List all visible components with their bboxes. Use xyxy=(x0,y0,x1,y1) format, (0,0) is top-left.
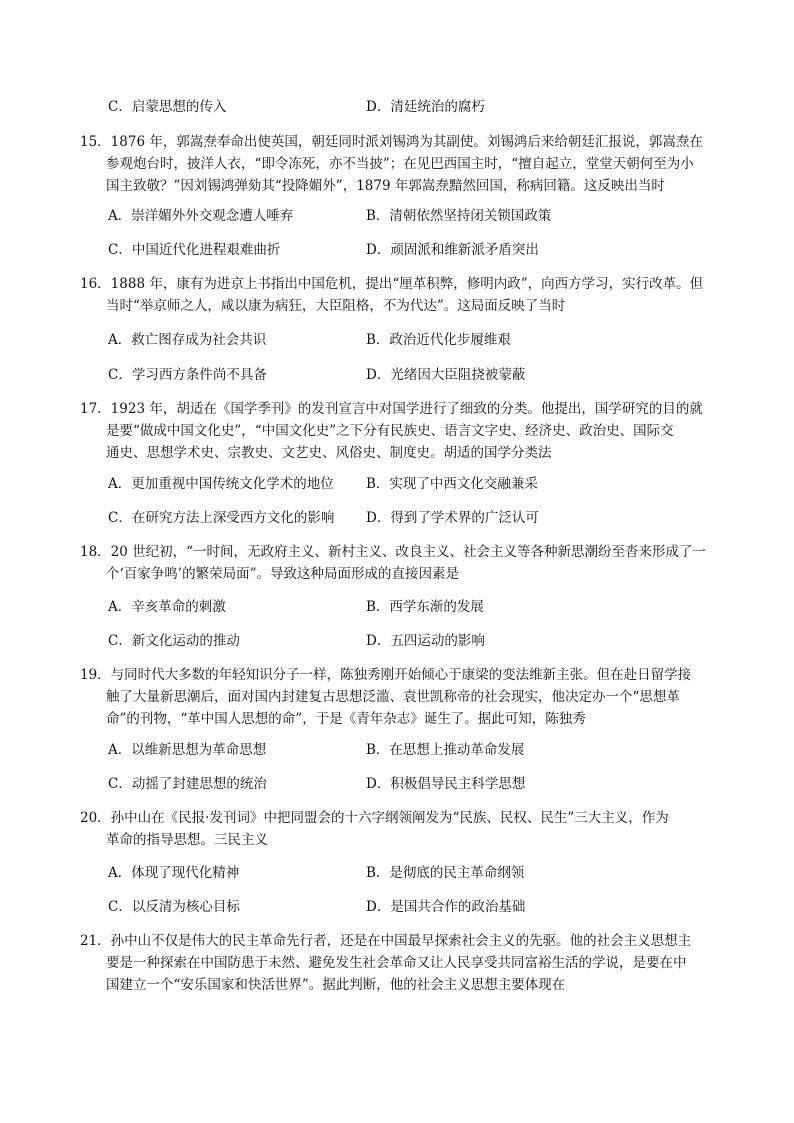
options-row xyxy=(108,205,748,227)
question-17 xyxy=(80,398,722,464)
option-d: D．得到了学术界的广泛认可 xyxy=(366,510,539,526)
option-c: C．动摇了封建思想的统治 xyxy=(108,776,267,792)
question-18 xyxy=(80,541,722,585)
option-d: D．积极倡导民主科学思想 xyxy=(366,776,526,792)
question-line: 革命的指导思想。三民主义 xyxy=(106,832,268,848)
options-row xyxy=(108,239,748,261)
question-line: 17．1923 年，胡适在《国学季刊》的发刊宣言中对国学进行了细致的分类。他提出，国学研究的目的就 xyxy=(80,401,703,417)
option-a: A．更加重视中国传统文化学术的地位 xyxy=(108,476,334,492)
option-d: D．顽固派和维新派矛盾突出 xyxy=(366,242,539,258)
option-b: B．在思想上推动革命发展 xyxy=(366,742,525,758)
question-line: 是要“做成中国文化史”，“中国文化史”之下分有民族史、语言文字史、经济史、政治史、国际交 xyxy=(106,423,674,439)
options-row xyxy=(108,96,748,118)
question-line: 当时“举京师之人，咸以康为病狂，大臣阻格，不为代达”。这局面反映了当时 xyxy=(106,298,566,314)
option-a: A．崇洋媚外外交观念遭人唾弃 xyxy=(108,208,294,224)
question-line: 15．1876 年，郭嵩焘奉命出使英国，朝廷同时派刘锡鸿为其副使。刘锡鸿后来给朝廷汇报说，郭嵩焘在 xyxy=(80,134,703,150)
question-line: 国建立一个“安乐国家和快活世界”。据此判断，他的社会主义思想主要体现在 xyxy=(106,977,566,993)
options-row xyxy=(108,473,748,495)
option-c: C．在研究方法上深受西方文化的影响 xyxy=(108,510,335,526)
option-d: D．是国共合作的政治基础 xyxy=(366,899,526,915)
option-d: D．清廷统治的腐朽 xyxy=(366,99,485,115)
question-line: 要是一种探索在中国防患于未然、避免发生社会革命又让人民享受共同富裕生活的学说，是要在中 xyxy=(106,955,687,971)
option-c: C．学习西方条件尚不具备 xyxy=(108,367,267,383)
question-line: 个‘百家争鸣’的繁荣局面”。导致这种局面形成的直接因素是 xyxy=(106,566,459,582)
question-line: 18．20 世纪初，“一时间，无政府主义、新村主义、改良主义、社会主义等各种新思潮纷至沓来形成了一 xyxy=(80,544,707,560)
question-16 xyxy=(80,273,722,317)
option-b: B．清朝依然坚持闭关锁国政策 xyxy=(366,208,552,224)
options-row xyxy=(108,364,748,386)
question-line: 20．孙中山在《民报·发刊词》中把同盟会的十六字纲领阐发为“民族、民权、民生”三大主义，作为 xyxy=(80,810,669,826)
question-line: 19．与同时代大多数的年轻知识分子一样，陈独秀刚开始倾心于康梁的变法维新主张。但在赴日留学接 xyxy=(80,667,692,683)
option-c: C．启蒙思想的传入 xyxy=(108,99,227,115)
option-a: A．辛亥革命的刺激 xyxy=(108,599,226,615)
option-c: C．中国近代化进程艰难曲折 xyxy=(108,242,281,258)
option-d: D．五四运动的影响 xyxy=(366,633,485,649)
options-row xyxy=(108,507,748,529)
question-line: 21．孙中山不仅是伟大的民主革命先行者，还是在中国最早探索社会主义的先驱。他的社会主义思想主 xyxy=(80,933,692,949)
question-line: 触了大量新思潮后，面对国内封建复古思想泛滥、袁世凯称帝的社会现实，他决定办一个“思想革 xyxy=(106,689,680,705)
question-15 xyxy=(80,131,722,197)
option-b: B．政治近代化步履维艰 xyxy=(366,332,511,348)
option-c: C．新文化运动的推动 xyxy=(108,633,240,649)
options-row xyxy=(108,596,748,618)
options-row xyxy=(108,862,748,884)
question-line: 命”的刊物，“革中国人思想的命”，于是《青年杂志》诞生了。据此可知，陈独秀 xyxy=(106,711,586,727)
options-row xyxy=(108,630,748,652)
options-row xyxy=(108,773,748,795)
question-21 xyxy=(80,930,722,996)
option-a: A．以维新思想为革命思想 xyxy=(108,742,267,758)
question-line: 16．1888 年，康有为进京上书指出中国危机，提出“厘革积弊，修明内政”，向西方学习，实行改革。但 xyxy=(80,276,704,292)
question-line: 国主致敬？”因刘锡鸿弹劾其“投降媚外”，1879 年郭嵩焘黯然回国，称病回籍。这反映出当时 xyxy=(106,178,665,194)
question-line: 通史、思想学术史、宗教史、文艺史、风俗史、制度史。胡适的国学分类法 xyxy=(106,445,552,461)
options-row xyxy=(108,896,748,918)
option-a: A．体现了现代化精神 xyxy=(108,865,240,881)
question-19 xyxy=(80,664,722,730)
options-row xyxy=(108,329,748,351)
option-b: B．是彻底的民主革命纲领 xyxy=(366,865,525,881)
question-line: 参观炮台时，披洋人衣，“即令冻死，亦不当披”；在见巴西国主时，“擅自起立，堂堂天朝何至为小 xyxy=(106,156,694,172)
option-a: A．救亡图存成为社会共识 xyxy=(108,332,267,348)
option-b: B．西学东渐的发展 xyxy=(366,599,484,615)
question-20 xyxy=(80,807,722,851)
option-c: C．以反清为核心目标 xyxy=(108,899,240,915)
options-row xyxy=(108,739,748,761)
option-d: D．光绪因大臣阻挠被蒙蔽 xyxy=(366,367,526,383)
option-b: B．实现了中西文化交融兼采 xyxy=(366,476,538,492)
